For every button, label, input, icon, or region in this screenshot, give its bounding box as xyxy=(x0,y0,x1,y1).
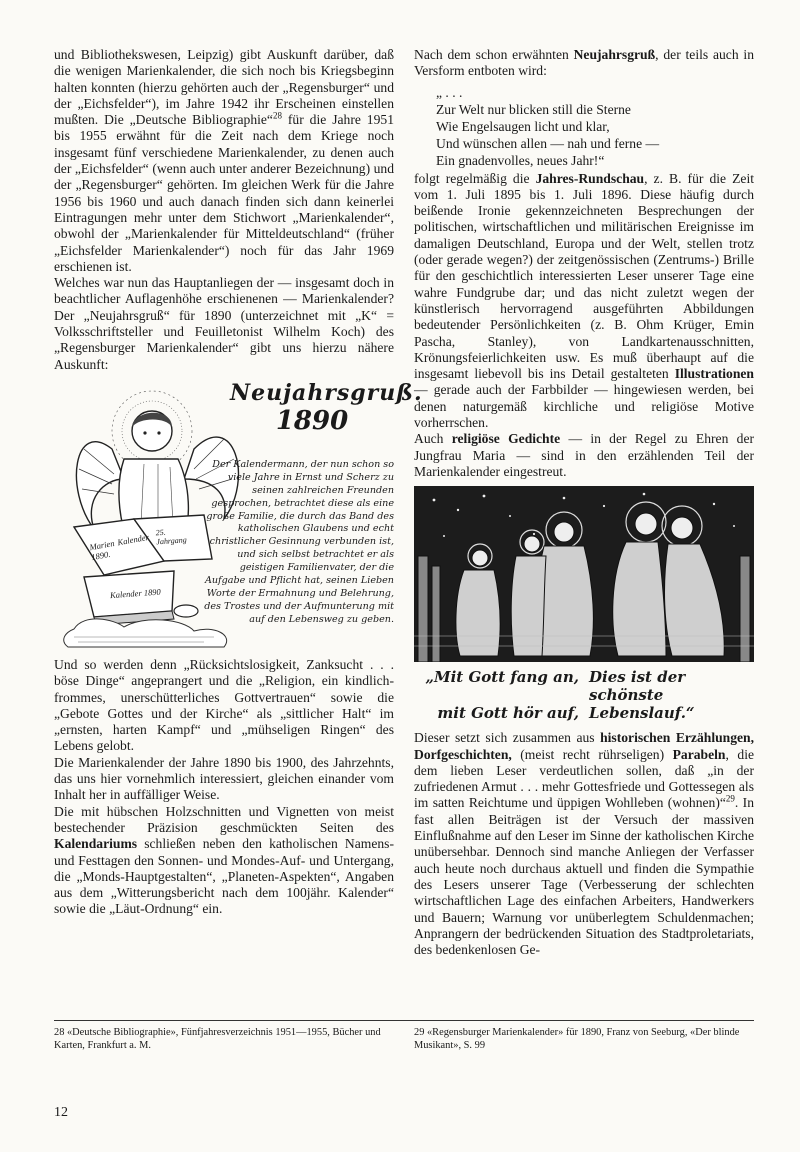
book-badge: 25. Jahrgang xyxy=(155,527,187,547)
footnote-29: 29 «Regensburger Marienkalender» für 1890, Franz von Seeburg, «Der blinde Musikant», S. 99 xyxy=(414,1027,740,1051)
caption-line: Lebenslauf.“ xyxy=(589,704,695,723)
left-paragraph-4: Die Marienkalender der Jahre 1890 bis 1900, des Jahrzehnts, das uns hier vornehmlich interessiert, gleichen einander vom Inhalt her in auffälliger Weise. xyxy=(54,754,394,803)
caption-line: „Mit Gott fang an, xyxy=(425,668,579,687)
coronation-woodcut xyxy=(414,486,754,662)
caption-line: Dies ist der schönste xyxy=(589,668,686,705)
right-paragraph-3: Dieser setzt sich zusammen aus historischen Erzählungen, Dorfgeschichten, (meist recht rührseligen) Parabeln, die dem lieben Leser verdeutlichen sollen, daß „in der zufriedenen Armut . . . mehr Gottesfriede und Gottessegen als im satten Reichtume und üppigen Wohlleben (wohnen)“$^{29}$. In fast allen Beiträgen ist der Versuch der massiven Einflußnahme auf den Leser im Sinne der katholischen Kirche unübersehbar. Dennoch sind manche Anliegen der Verfasser auch heute noch durchaus aktuell und finden die Sympathie des Lesers unserer Tage (Verbesserung der schlechten wirtschaftlichen Lage des einfachen Arbeiters, Handwerkers und Bauern; Warnung vor unüberlegtem Schuldenmachen; Anprangern der bedrückenden Situation des Stadtproletariats, des bedenkenlosen Ge- xyxy=(414,730,755,958)
neujahr-poem xyxy=(436,84,754,169)
right-paragraph-2: Auch religiöse Gedichte — in der Regel zu Ehren der Jungfrau Maria — sind in den erzählenden Teil der Marienkalender eingestreut. xyxy=(414,431,755,479)
poem-line: Wie Engelsaugen licht und klar, xyxy=(436,118,610,134)
right-column xyxy=(414,47,754,958)
left-paragraph-5: Die mit hübschen Holzschnitten und Vignetten von meist bestechender Präzision geschmückten Seiten des Kalendariums schließen neben den katholischen Namens- und Festtagen den Sonnen- und Mondes-Auf- und Untergang, die „Monds-Hauptgestalten“, „Planeten-Aspekten“, Angaben aus dem „Witterungsbericht nach dem 100jähr. Kalender“ sowie die „Läut-Ordnung“ ein. xyxy=(54,803,394,917)
poem-line: Ein gnadenvolles, neues Jahr!“ xyxy=(436,152,605,168)
poem-line: Und wünschen allen — nah und ferne — xyxy=(436,135,660,151)
coronation-illustration xyxy=(414,486,754,662)
left-paragraph-1: und Bibliothekswesen, Leipzig) gibt Auskunft darüber, daß die wenigen Marienkalender, die sich noch bis Kriegsbeginn halten konnten (hierzu gehörten auch der „Regensburger“ und der „Eichsfelder“), im Jahre 1942 ihr Erscheinen einstellen mußten. Die „Deutsche Bibliographie“$^{28}$ für die Jahre 1951 bis 1955 erwähnt für die Zeit nach dem Kriege noch insgesamt fünf verschiedene Marienkalender, zu denen auch der „Eichsfelder“ (wenn auch unter anderer Bezeichnung) und der „Regensburger“ gehörten. Im gleichen Werk für die Jahre 1956 bis 1960 und auch danach finden sich dann keinerlei Eintragungen mehr unter dem Stichwort „Marienkalender“, obwohl der „Marienkalender für Mitteldeutschland“ (früher „Eichsfelder Marienkalender“) noch für das Jahr 1969 erschienen ist. xyxy=(54,47,394,274)
caption-line: mit Gott hör auf, xyxy=(437,704,579,723)
woodcut-caption xyxy=(414,668,754,722)
right-paragraph-1: folgt regelmäßig die Jahres-Rundschau, z. B. für die Zeit vom 1. Juli 1895 bis 1. Juli 1896. Diese häufig durch beißende Ironie gekennzeichneten Besprechungen der politischen, wirtschaftlichen und militärischen Ereignisse im damaligen Deutschland, Europa und der Welt, stellen trotz (oder gerade wegen?) der zeitgenössischen (Zentrums-) Brille für den geschichtlich interessierten Leser unserer Tage eine wahre Fundgrube dar; und das nicht zuletzt wegen der künstlerisch hervorragend ausgeführten Abbildungen bedeutender Persönlichkeiten (z. B. Ohm Krüger, Emin Pascha, Stanley), von Landkartenausschnitten, Krönungsfeierlichkeiten usw. Es muß überhaupt auf die insgesamt liebevoll bis ins Detail gestalteten Illustrationen — gerade auch der Farbbilder — hingewiesen werden, bei denen naturgemäß kirchliche und religiöse Motive vorherrschen. xyxy=(414,170,754,431)
neujahrsgruss-year: 1890 xyxy=(275,405,349,436)
book-lower-label: Kalender 1890 xyxy=(109,586,162,601)
neujahrsgruss-heading: Neujahrsgruß. xyxy=(230,379,423,406)
footnote-ref-28[interactable]: 28 xyxy=(272,110,282,121)
left-paragraph-3: Und so werden denn „Rücksichtslosigkeit, Zanksucht . . . böse Dinge“ angeprangert und die „Religion, ein kindlich-frommes, unerschütterliches Gottvertrauen“ sowie die „Gebote Gottes und der Kirche“ als „sittlicher Halt“ im „ernsten, harten Kampf“ und „mühseligen Ringen“ des Lebens gelobt. xyxy=(54,656,394,754)
page-number: 12 xyxy=(54,1105,68,1120)
neujahrsgruss-woodcut xyxy=(54,379,423,653)
book-title: Marien Kalender 1890. xyxy=(88,531,150,562)
neujahrsgruss-text: Der Kalendermann, der nun schon so viele Jahre in Ernst und Scherz zu seinen zahlreichen Freunden gesprochen, betrachtet diese als eine große Familie, die durch das Band des katholischen Glaubens und echt christlicher Gesinnung verbunden ist, und sich selbst betrachtet er als geistigen Familienvater, der die Aufgabe und Pflicht hat, seinen Lieben Worte der Ermahnung und Belehrung, des Trostes und der Aufmunterung mit auf den Lebensweg zu geben. xyxy=(204,458,394,625)
footnote-ref-29[interactable]: 29 xyxy=(725,793,735,804)
footnote-28: 28 «Deutsche Bibliographie», Fünfjahresverzeichnis 1951––1955, Bücher und Karten, Frankfurt a. M. xyxy=(54,1027,381,1051)
poem-line: Zur Welt nur blicken still die Sterne xyxy=(436,101,631,117)
left-column xyxy=(54,47,423,918)
poem-line: „ . . . xyxy=(436,84,463,100)
left-paragraph-2: Welches war nun das Hauptanliegen der — insgesamt doch in beachtlicher Auflagenhöhe erschienenen — Marienkalender? Der „Neujahrsgruß“ für 1890 (unterzeichnet mit „K“ = Volksschriftsteller und Feuilletonist Wilhelm Koch) des „Regensburger Marienkalender“ gibt uns hierzu nähere Auskunft: xyxy=(54,275,394,372)
right-intro: Nach dem schon erwähnten Neujahrsgruß, der teils auch in Versform entboten wird: xyxy=(414,47,754,79)
footnote-divider xyxy=(54,1020,754,1021)
